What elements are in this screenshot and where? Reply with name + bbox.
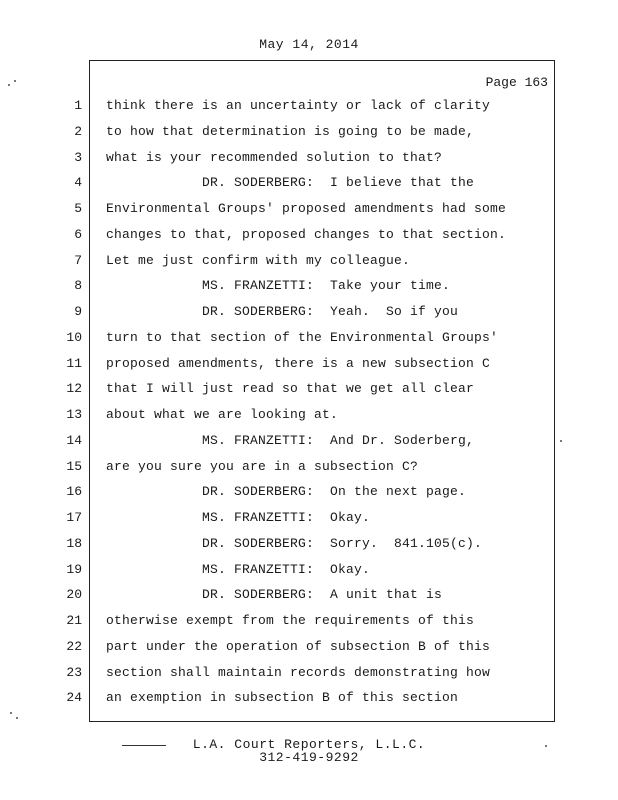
transcript-line: part under the operation of subsection B of this — [106, 638, 491, 654]
transcript-line: otherwise exempt from the requirements of this — [106, 613, 475, 628]
line-number: 12 — [66, 381, 82, 397]
line-number: 10 — [66, 329, 82, 345]
transcript-line: DR. SODERBERG: Yeah. So if you — [106, 304, 459, 319]
transcript-line: DR. SODERBERG: I believe that the — [106, 175, 475, 191]
scan-speck — [560, 440, 562, 442]
transcript-date: May 14, 2014 — [259, 37, 359, 52]
transcript-line: what is your recommended solution to that? — [106, 149, 443, 165]
transcript-line: MS. FRANZETTI: Okay. — [106, 561, 371, 577]
transcript-line: turn to that section of the Environmental Groups' — [106, 329, 499, 345]
line-number: 7 — [74, 252, 82, 268]
court-reporter-phone: 312-419-9292 — [259, 750, 359, 765]
transcript-line: MS. FRANZETTI: Okay. — [106, 510, 371, 525]
transcript-line: proposed amendments, there is a new subsection C — [106, 355, 491, 371]
transcript-line: Let me just confirm with my colleague. — [106, 252, 411, 268]
transcript-line: an exemption in subsection B of this section — [106, 690, 459, 706]
line-number: 6 — [74, 226, 82, 242]
transcript-line: DR. SODERBERG: On the next page. — [106, 484, 467, 500]
line-number: 15 — [66, 458, 82, 474]
line-number: 19 — [66, 561, 82, 577]
transcript-line: think there is an uncertainty or lack of clarity — [106, 98, 491, 113]
scan-speck — [14, 80, 16, 82]
transcript-line: MS. FRANZETTI: And Dr. Soderberg, — [106, 432, 475, 448]
transcript-line: Environmental Groups' proposed amendments had some — [106, 201, 507, 216]
line-number: 2 — [74, 123, 82, 139]
line-number: 8 — [74, 278, 82, 294]
line-number: 16 — [66, 484, 82, 500]
line-number: 17 — [66, 510, 82, 525]
line-number: 13 — [66, 407, 82, 422]
transcript-line: DR. SODERBERG: Sorry. 841.105(c). — [106, 535, 483, 551]
line-number: 1 — [74, 98, 82, 113]
line-number: 21 — [66, 613, 82, 628]
line-number: 24 — [66, 690, 82, 706]
line-number: 23 — [66, 664, 82, 680]
line-number: 20 — [66, 587, 82, 603]
line-number: 18 — [66, 535, 82, 551]
transcript-line: to how that determination is going to be made, — [106, 123, 475, 139]
line-number: 14 — [66, 432, 82, 448]
line-number: 3 — [74, 149, 82, 165]
transcript-line: changes to that, proposed changes to that section. — [106, 226, 507, 242]
transcript-line: that I will just read so that we get all clear — [106, 381, 475, 397]
scan-speck — [10, 712, 12, 714]
page-number: Page 163 — [485, 75, 548, 90]
line-number: 9 — [74, 304, 82, 319]
transcript-line: MS. FRANZETTI: Take your time. — [106, 278, 451, 294]
scan-speck — [545, 745, 547, 747]
line-number: 4 — [74, 175, 82, 191]
transcript-line: section shall maintain records demonstrating how — [106, 664, 491, 680]
line-number: 11 — [66, 355, 82, 371]
line-number: 22 — [66, 638, 82, 654]
transcript-line: DR. SODERBERG: A unit that is — [106, 587, 443, 603]
transcript-line: about what we are looking at. — [106, 407, 339, 422]
scan-speck — [8, 84, 10, 86]
transcript-line: are you sure you are in a subsection C? — [106, 458, 419, 474]
scan-speck — [16, 717, 18, 719]
court-reporter-firm: L.A. Court Reporters, L.L.C. — [192, 737, 426, 752]
line-number: 5 — [74, 201, 82, 216]
